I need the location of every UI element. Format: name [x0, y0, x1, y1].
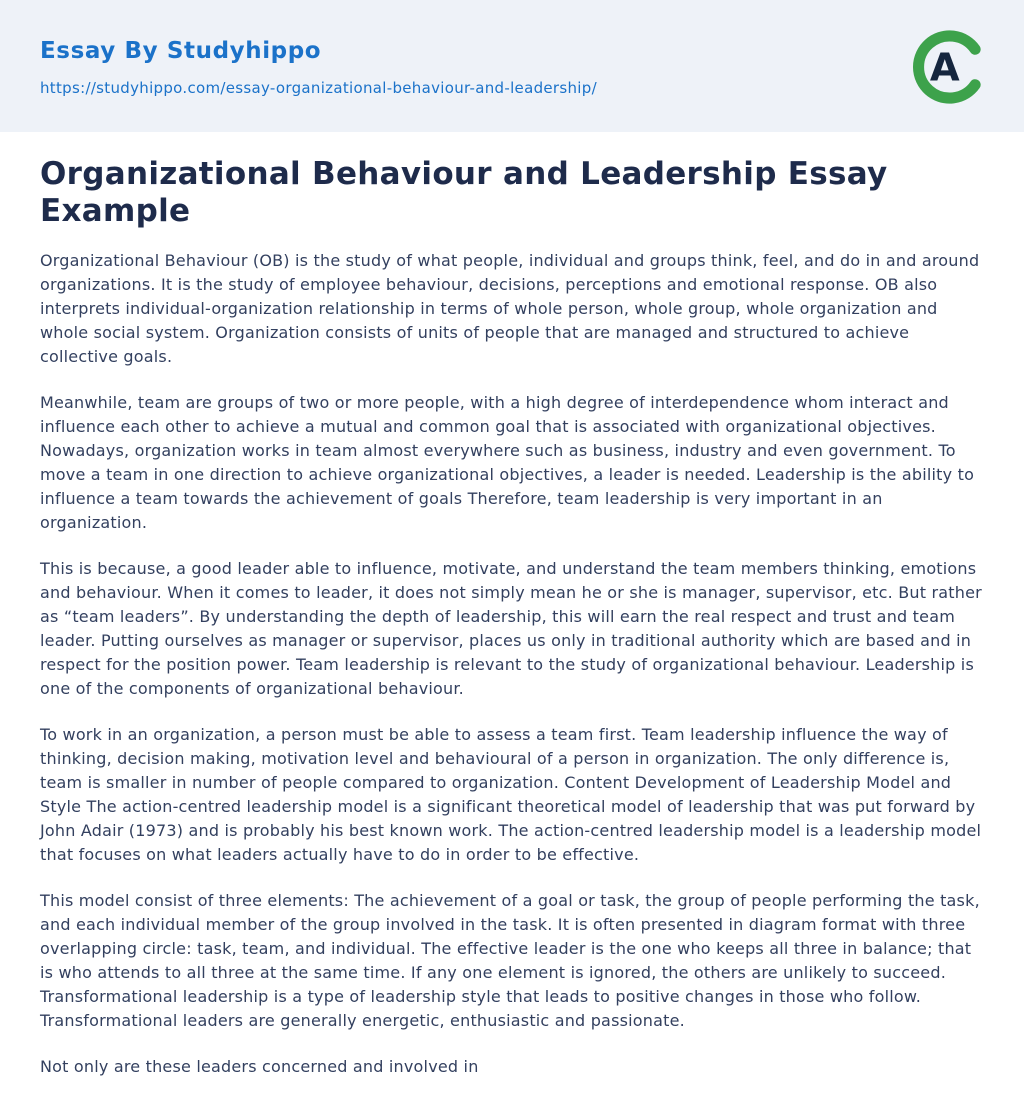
essay-paragraph-2: Meanwhile, team are groups of two or more people, with a high degree of interdependence whom interact and influence each other to achieve a mutual and common goal that is associated with organizational objectives. Nowadays, organization works in team almost everywhere such as business, industry and even government. To move a team in one direction to achieve organizational objectives, a leader is needed. Leadership is the ability to influence a team towards the achievement of goals Therefore, team leadership is very important in an organization.	[40, 393, 975, 533]
essay-paragraph-1: Organizational Behaviour (OB) is the study of what people, individual and groups think, feel, and do in and around organizations. It is the study of employee behaviour, decisions, perceptions and emotional response. OB also interprets individual-organization relationship in terms of whole person, whole group, whole organization and whole social system. Organization consists of units of people that are managed and structured to achieve collective goals.	[40, 251, 980, 367]
essay-paragraph-4: To work in an organization, a person must be able to assess a team first. Team leadership influence the way of thinking, decision making, motivation level and behavioural of a person in organization. The only difference is, team is smaller in number of people compared to organization. Content Development of Leadership Model and Style The action-centred leadership model is a significant theoretical model of leadership that was put forward by John Adair (1973) and is probably his best known work. The action-centred leadership model is a leadership model that focuses on what leaders actually have to do in order to be effective.	[40, 725, 982, 865]
essay-paragraph-3: This is because, a good leader able to influence, motivate, and understand the team members thinking, emotions and behaviour. When it comes to leader, it does not simply mean he or she is manager, supervisor, etc. But rather as “team leaders”. By understanding the depth of leadership, this will earn the real respect and trust and team leader. Putting ourselves as manager or supervisor, places us only in traditional authority which are based and in respect for the position power. Team leadership is relevant to the study of organizational behaviour. Leadership is one of the components of organizational behaviour.	[40, 559, 982, 699]
header-text-block	[40, 38, 597, 97]
essay-content	[0, 132, 1024, 1119]
essay-title: Organizational Behaviour and Leadership Essay Example	[40, 156, 888, 229]
essay-url-link[interactable]: https://studyhippo.com/essay-organizational-behaviour-and-leadership/	[40, 78, 597, 97]
site-title: Essay By Studyhippo	[40, 37, 322, 64]
logo-letter: A	[929, 45, 960, 91]
studyhippo-logo-icon	[910, 30, 984, 104]
essay-paragraph-5: This model consist of three elements: The achievement of a goal or task, the group of people performing the task, and each individual member of the group involved in the task. It is often presented in diagram format with three overlapping circle: task, team, and individual. The effective leader is the one who keeps all three in balance; that is who attends to all three at the same time. If any one element is ignored, the others are unlikely to succeed. Transformational leadership is a type of leadership style that leads to positive changes in those who follow. Transformational leaders are generally energetic, enthusiastic and passionate.	[40, 891, 980, 1031]
page-header	[0, 0, 1024, 132]
essay-paragraph-6: Not only are these leaders concerned and involved in	[40, 1057, 479, 1077]
studyhippo-logo	[910, 30, 984, 104]
